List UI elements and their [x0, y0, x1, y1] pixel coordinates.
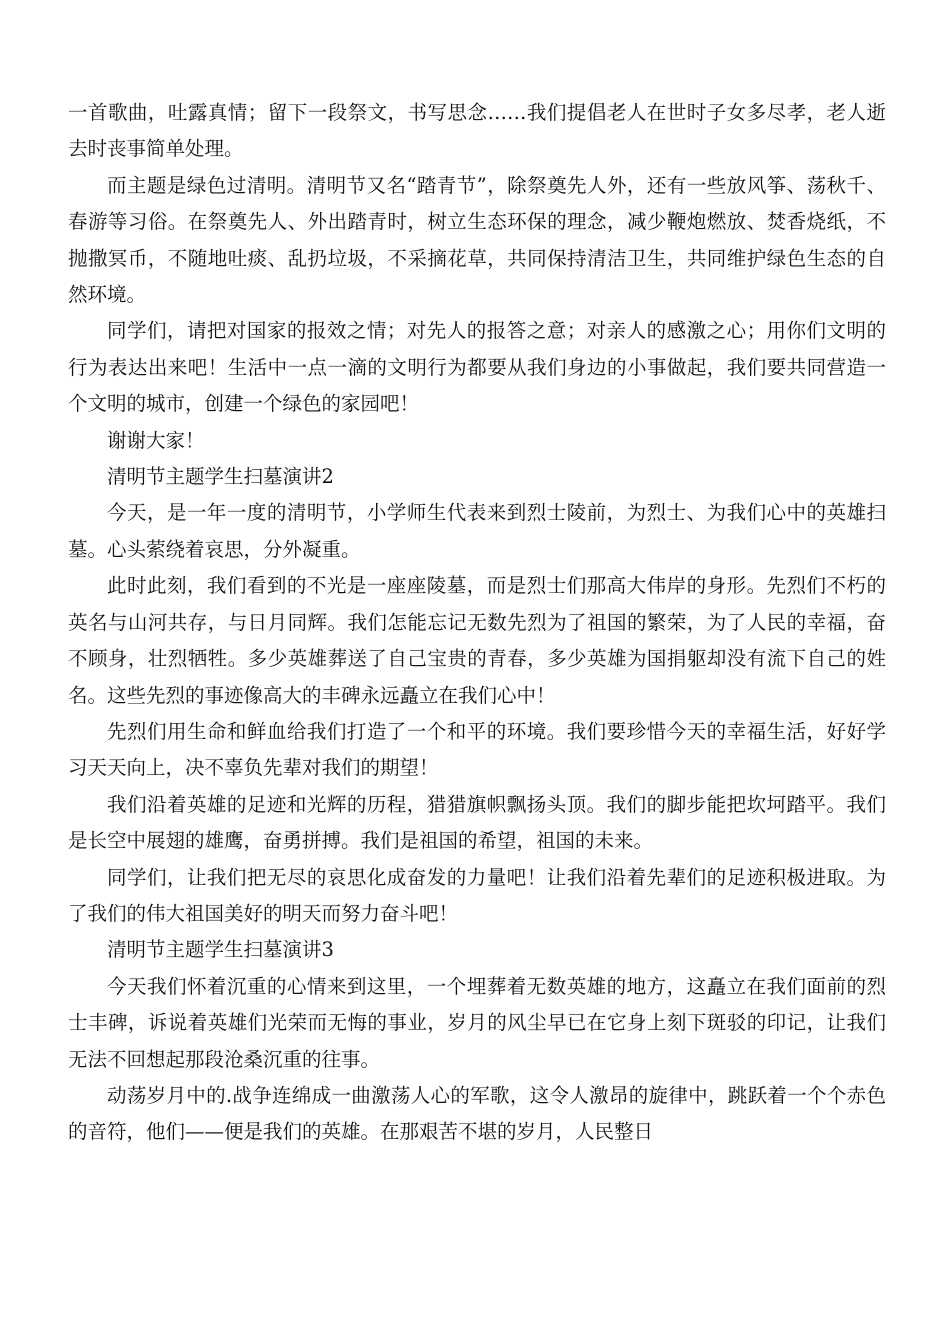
paragraph: 而主题是绿色过清明。清明节又名“踏青节”，除祭奠先人外，还有一些放风筝、荡秋千、春游等习俗。在祭奠先人、外出踏青时，树立生态环保的理念，减少鞭炮燃放、焚香烧纸，不抛撒冥币，不随地吐痰、乱扔垃圾，不采摘花草，共同保持清洁卫生，共同维护绿色生态的自然环境。: [68, 173, 886, 307]
paragraph: 动荡岁月中的.战争连绵成一曲激荡人心的军歌，这令人激昂的旋律中，跳跃着一个个赤色的音符，他们——便是我们的英雄。在那艰苦不堪的岁月，人民整日: [68, 1083, 886, 1144]
paragraph: 今天我们怀着沉重的心情来到这里，一个埋葬着无数英雄的地方，这矗立在我们面前的烈士丰碑，诉说着英雄们光荣而无悔的事业，岁月的风尘早已在它身上刻下斑驳的印记，让我们无法不回想起那段沧桑沉重的往事。: [68, 974, 886, 1071]
closing-thanks: 谢谢大家！: [107, 428, 205, 452]
paragraph-continued: 一首歌曲，吐露真情；留下一段祭文，书写思念……我们提倡老人在世时子女多尽孝，老人逝去时丧事简单处理。: [68, 101, 886, 161]
paragraph: 先烈们用生命和鲜血给我们打造了一个和平的环境。我们要珍惜今天的幸福生活，好好学习天天向上，决不辜负先辈对我们的期望！: [68, 719, 886, 780]
section-heading: 清明节主题学生扫墓演讲2: [107, 465, 334, 489]
paragraph: 此时此刻，我们看到的不光是一座座陵墓，而是烈士们那高大伟岸的身形。先烈们不朽的英名与山河共存，与日月同辉。我们怎能忘记无数先烈为了祖国的繁荣，为了人民的幸福，奋不顾身，壮烈牺牲。多少英雄葬送了自己宝贵的青春，多少英雄为国捐躯却没有流下自己的姓名。这些先烈的事迹像高大的丰碑永远矗立在我们心中！: [68, 574, 886, 707]
paragraph: 我们沿着英雄的足迹和光辉的历程，猎猎旗帜飘扬头顶。我们的脚步能把坎坷踏平。我们是长空中展翅的雄鹰，奋勇拼搏。我们是祖国的希望，祖国的未来。: [68, 792, 886, 853]
paragraph: 同学们，请把对国家的报效之情；对先人的报答之意；对亲人的感激之心；用你们文明的行为表达出来吧！生活中一点一滴的文明行为都要从我们身边的小事做起，我们要共同营造一个文明的城市，创建一个绿色的家园吧！: [68, 319, 886, 416]
paragraph: 同学们，让我们把无尽的哀思化成奋发的力量吧！让我们沿着先辈们的足迹积极进取。为了我们的伟大祖国美好的明天而努力奋斗吧！: [68, 865, 886, 925]
paragraph: 今天，是一年一度的清明节，小学师生代表来到烈士陵前，为烈士、为我们心中的英雄扫墓。心头萦绕着哀思，分外凝重。: [68, 501, 886, 561]
document-body: [68, 95, 886, 1151]
section-heading: 清明节主题学生扫墓演讲3: [107, 938, 334, 962]
